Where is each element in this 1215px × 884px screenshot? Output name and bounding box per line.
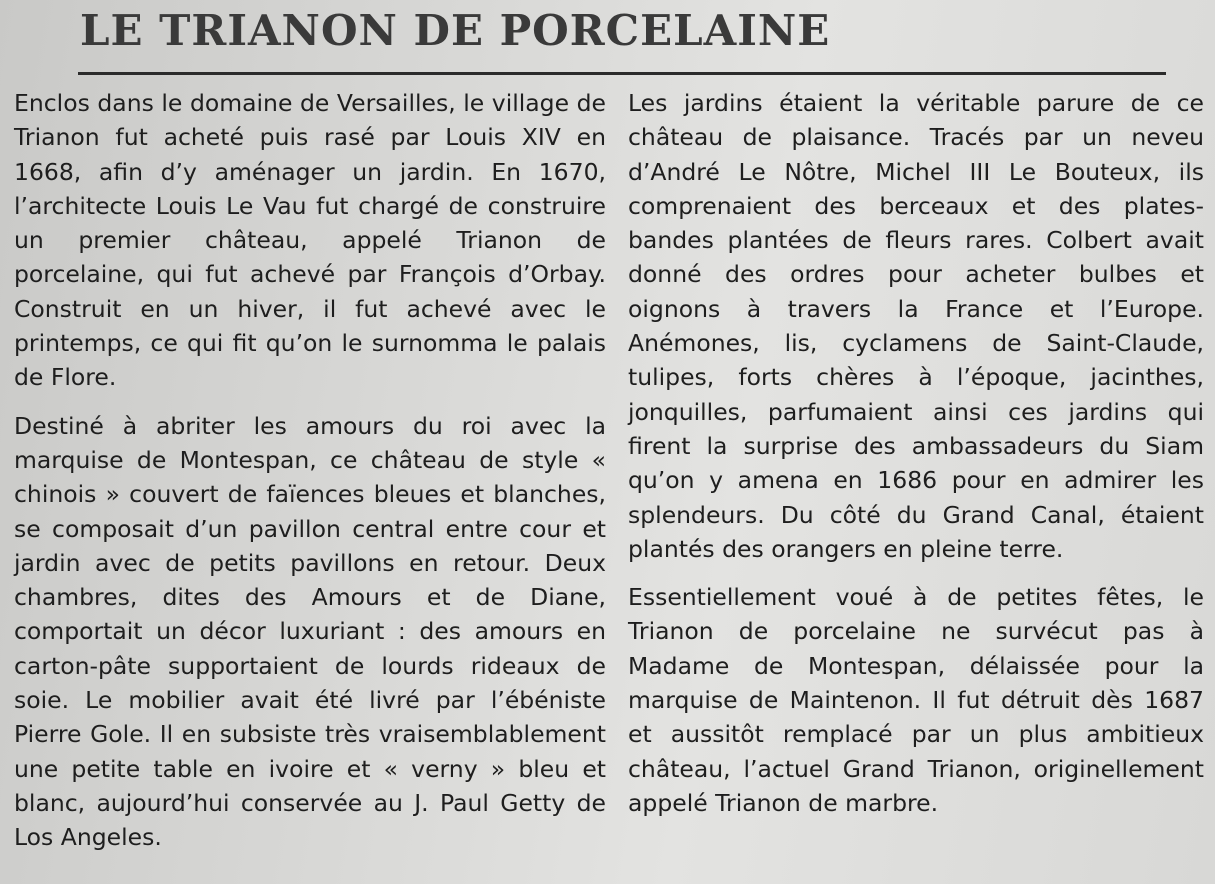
left-column [14,86,606,869]
left-paragraph-1: Enclos dans le domaine de Versailles, le village de Trianon fut acheté puis rasé par Louis XIV en 1668, afin d’y aménager un jardin. En 1670, l’architecte Louis Le Vau fut chargé de construire un premier château, appelé Trianon de porcelaine, qui fut achevé par François d’Orbay. Construit en un hiver, il fut achevé avec le printemps, ce qui fit qu’on le surnomma le palais de Flore. [14,89,606,392]
left-paragraph-2: Destiné à abriter les amours du roi avec la marquise de Montespan, ce château de style « chinois » couvert de faïences bleues et blanches, se composait d’un pavillon central entre cour et jardin avec de petits pavillons en retour. Deux chambres, dites des Amours et de Diane, comportait un décor luxuriant : des amours en carton-pâte supportaient de lourds rideaux de soie. Le mobilier avait été livré par l’ébéniste Pierre Gole. Il en subsiste très vraisemblablement une petite table en ivoire et « verny » bleu et blanc, aujourd’hui conservée au J. Paul Getty de Los Angeles. [14,411,606,852]
right-paragraph-2: Essentiellement voué à de petites fêtes, le Trianon de porcelaine ne survécut pas à Madame de Montespan, délaissée pour la marquise de Maintenon. Il fut détruit dès 1687 et aussitôt remplacé par un plus ambitieux château, l’actuel Grand Trianon, originellement appelé Trianon de marbre. [628,583,1204,817]
right-column [628,86,1204,834]
title-divider [78,72,1166,75]
panel-title: LE TRIANON DE PORCELAINE [80,6,831,55]
right-paragraph-1: Les jardins étaient la véritable parure de ce château de plaisance. Tracés par un neveu d’André Le Nôtre, Michel III Le Bouteux, ils comprenaient des berceaux et des plates-bandes plantées de fleurs rares. Colbert avait donné des ordres pour acheter bulbes et oignons à travers la France et l’Europe. Anémones, lis, cyclamens de Saint-Claude, tulipes, forts chères à l’époque, jacinthes, jonquilles, parfumaient ainsi ces jardins qui firent la surprise des ambassadeurs du Siam qu’on y amena en 1686 pour en admirer les splendeurs. Du côté du Grand Canal, étaient plantés des orangers en pleine terre. [628,89,1204,563]
